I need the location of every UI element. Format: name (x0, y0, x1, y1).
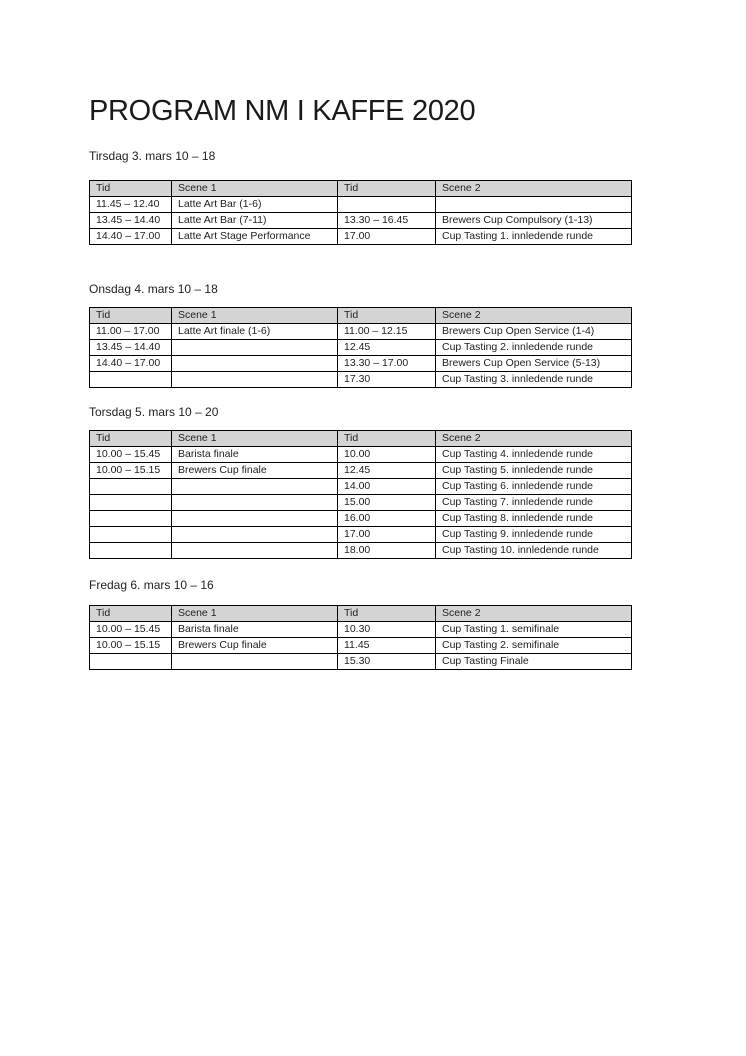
table-cell (172, 654, 338, 670)
table-cell: Cup Tasting 2. innledende runde (436, 340, 632, 356)
table-cell: Barista finale (172, 447, 338, 463)
table-cell: 15.00 (338, 495, 436, 511)
table-cell: 14.40 – 17.00 (90, 356, 172, 372)
table-cell (172, 479, 338, 495)
table-cell: Latte Art finale (1-6) (172, 324, 338, 340)
table-cell (90, 654, 172, 670)
table-row (90, 447, 632, 463)
table-row (90, 340, 632, 356)
table-cell (172, 372, 338, 388)
day-heading: Fredag 6. mars 10 – 16 (89, 578, 214, 592)
header-scene-1: Scene 1 (172, 308, 338, 324)
header-scene-1: Scene 1 (172, 181, 338, 197)
schedule-table (89, 430, 632, 559)
table-row (90, 213, 632, 229)
table-cell: 18.00 (338, 543, 436, 559)
schedule-table (89, 307, 632, 388)
table-cell (90, 372, 172, 388)
header-scene-2: Scene 2 (436, 606, 632, 622)
table-cell: 13.30 – 16.45 (338, 213, 436, 229)
day-heading: Onsdag 4. mars 10 – 18 (89, 282, 218, 296)
day-section (89, 281, 631, 388)
table-cell: 12.45 (338, 340, 436, 356)
table-cell: Barista finale (172, 622, 338, 638)
table-cell: 10.00 – 15.45 (90, 622, 172, 638)
table-cell: Cup Tasting 3. innledende runde (436, 372, 632, 388)
table-header-row (90, 431, 632, 447)
table-cell: 10.30 (338, 622, 436, 638)
table-header-row (90, 308, 632, 324)
table-cell: Latte Art Bar (7-11) (172, 213, 338, 229)
header-scene-2: Scene 2 (436, 181, 632, 197)
table-row (90, 229, 632, 245)
table-header-row (90, 606, 632, 622)
day-section (89, 404, 631, 559)
page-title: PROGRAM NM I KAFFE 2020 (89, 95, 476, 127)
header-tid: Tid (90, 308, 172, 324)
table-cell: Brewers Cup Open Service (1-4) (436, 324, 632, 340)
table-header-row (90, 181, 632, 197)
header-scene-1: Scene 1 (172, 606, 338, 622)
table-cell: Cup Tasting Finale (436, 654, 632, 670)
table-cell: Latte Art Stage Performance (172, 229, 338, 245)
table-cell: 14.00 (338, 479, 436, 495)
table-cell: Cup Tasting 1. innledende runde (436, 229, 632, 245)
table-cell: Cup Tasting 1. semifinale (436, 622, 632, 638)
table-cell: 16.00 (338, 511, 436, 527)
table-cell (90, 543, 172, 559)
table-row (90, 479, 632, 495)
table-cell: 10.00 – 15.45 (90, 447, 172, 463)
table-cell: 11.00 – 12.15 (338, 324, 436, 340)
table-row (90, 543, 632, 559)
table-row (90, 197, 632, 213)
table-cell: 10.00 (338, 447, 436, 463)
table-cell (172, 356, 338, 372)
table-cell (90, 527, 172, 543)
table-cell: Cup Tasting 2. semifinale (436, 638, 632, 654)
table-cell: Brewers Cup finale (172, 638, 338, 654)
table-cell: 17.30 (338, 372, 436, 388)
table-cell (172, 527, 338, 543)
table-cell (338, 197, 436, 213)
table-cell: 10.00 – 15.15 (90, 638, 172, 654)
document-page (89, 92, 631, 670)
table-cell (172, 340, 338, 356)
table-cell: 12.45 (338, 463, 436, 479)
table-cell: Cup Tasting 9. innledende runde (436, 527, 632, 543)
table-cell: 15.30 (338, 654, 436, 670)
table-cell (90, 479, 172, 495)
header-tid: Tid (90, 431, 172, 447)
table-cell: Latte Art Bar (1-6) (172, 197, 338, 213)
header-tid: Tid (90, 181, 172, 197)
table-cell (436, 197, 632, 213)
header-scene-2: Scene 2 (436, 308, 632, 324)
table-cell: Cup Tasting 6. innledende runde (436, 479, 632, 495)
table-cell: Cup Tasting 5. innledende runde (436, 463, 632, 479)
table-row (90, 372, 632, 388)
header-scene-1: Scene 1 (172, 431, 338, 447)
table-cell: 17.00 (338, 527, 436, 543)
day-section (89, 577, 631, 670)
table-cell: 11.45 (338, 638, 436, 654)
schedule-table (89, 180, 632, 245)
table-cell: Cup Tasting 7. innledende runde (436, 495, 632, 511)
header-scene-2: Scene 2 (436, 431, 632, 447)
table-cell: 13.30 – 17.00 (338, 356, 436, 372)
table-cell: 10.00 – 15.15 (90, 463, 172, 479)
table-cell: Cup Tasting 4. innledende runde (436, 447, 632, 463)
header-tid: Tid (338, 308, 436, 324)
table-cell: Cup Tasting 10. innledende runde (436, 543, 632, 559)
header-tid: Tid (338, 431, 436, 447)
table-row (90, 324, 632, 340)
table-row (90, 527, 632, 543)
table-row (90, 511, 632, 527)
table-cell (172, 511, 338, 527)
table-cell: 11.00 – 17.00 (90, 324, 172, 340)
table-cell: 14.40 – 17.00 (90, 229, 172, 245)
table-cell: Brewers Cup Open Service (5-13) (436, 356, 632, 372)
table-cell: Brewers Cup finale (172, 463, 338, 479)
table-cell (90, 495, 172, 511)
table-row (90, 622, 632, 638)
table-cell (172, 495, 338, 511)
table-cell: 17.00 (338, 229, 436, 245)
table-cell: Cup Tasting 8. innledende runde (436, 511, 632, 527)
header-tid: Tid (338, 606, 436, 622)
table-cell: 13.45 – 14.40 (90, 340, 172, 356)
table-cell (172, 543, 338, 559)
day-section (89, 148, 631, 245)
header-tid: Tid (338, 181, 436, 197)
day-heading: Tirsdag 3. mars 10 – 18 (89, 149, 216, 163)
table-row (90, 463, 632, 479)
table-row (90, 654, 632, 670)
table-row (90, 495, 632, 511)
table-cell (90, 511, 172, 527)
table-cell: 13.45 – 14.40 (90, 213, 172, 229)
day-heading: Torsdag 5. mars 10 – 20 (89, 405, 219, 419)
table-row (90, 638, 632, 654)
table-row (90, 356, 632, 372)
header-tid: Tid (90, 606, 172, 622)
table-cell: 11.45 – 12.40 (90, 197, 172, 213)
schedule-table (89, 605, 632, 670)
table-cell: Brewers Cup Compulsory (1-13) (436, 213, 632, 229)
